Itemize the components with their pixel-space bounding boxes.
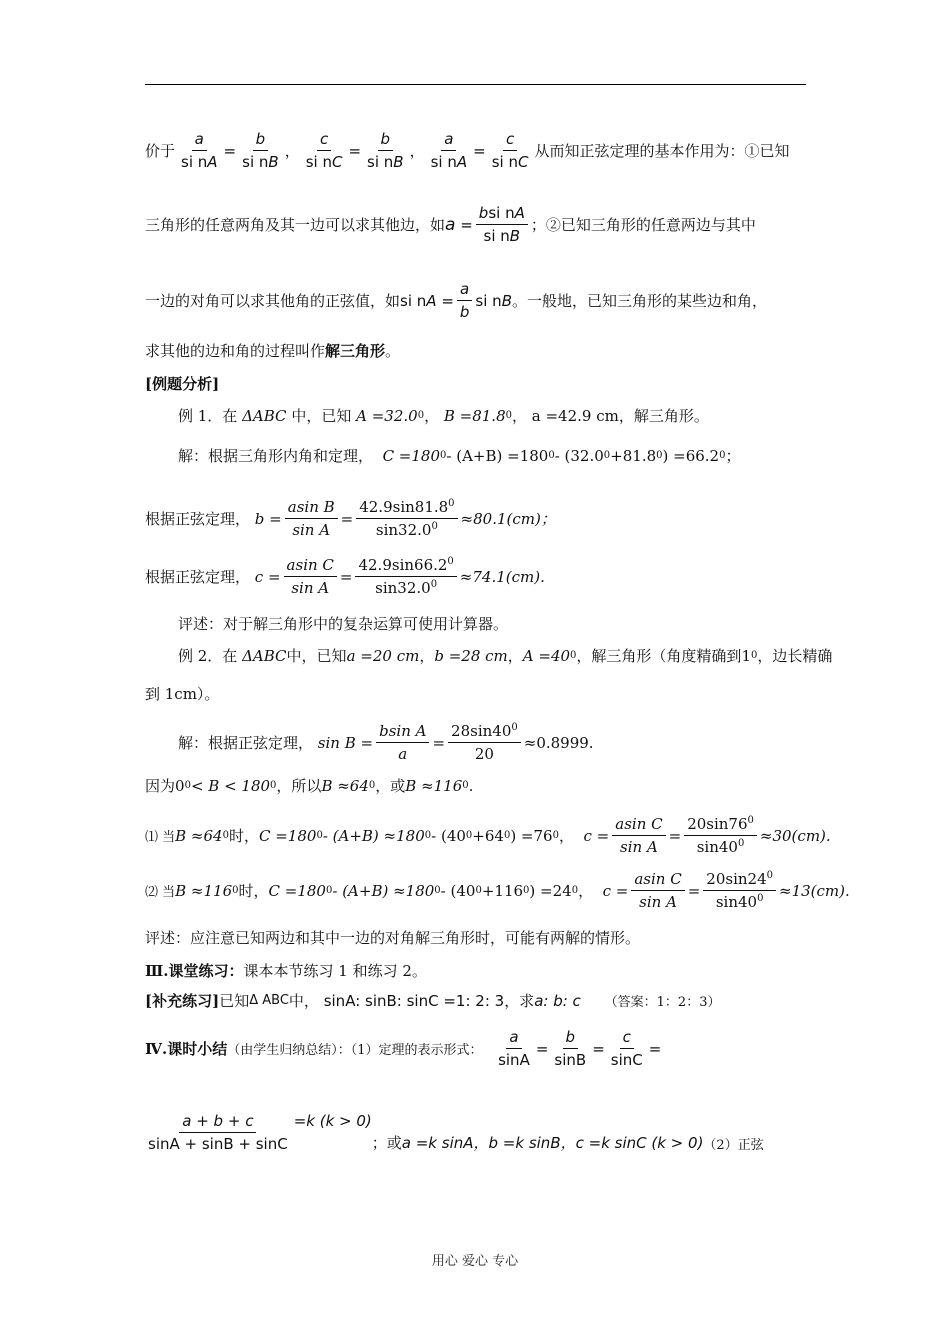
fraction: $\frac{a}{b}$ bbox=[457, 280, 473, 321]
section-4-formula bbox=[145, 1112, 764, 1153]
math: A =32.0 bbox=[356, 406, 418, 425]
example-2-comment: 评述：应注意已知两边和其中一边的对角解三角形时，可能有两解的情形。 bbox=[145, 929, 641, 947]
text: 时， bbox=[238, 882, 269, 900]
math: < B < 180 bbox=[190, 776, 271, 795]
result: ≈74.1(cm). bbox=[459, 567, 545, 586]
result: ≈0.8999. bbox=[523, 733, 594, 752]
text: 时， bbox=[228, 827, 259, 845]
text: . bbox=[468, 776, 474, 795]
text: 。一般地，已知三角形的某些边和角， bbox=[511, 292, 767, 310]
num: c bbox=[620, 1028, 634, 1049]
math: ) =66.2 bbox=[662, 446, 720, 465]
comma: ， bbox=[284, 142, 300, 160]
result: ≈80.1(cm)； bbox=[460, 510, 556, 528]
fraction bbox=[608, 1028, 646, 1069]
example-1-comment: 评述：对于解三角形中的复杂运算可使用计算器。 bbox=[178, 615, 509, 633]
den: a bbox=[398, 745, 408, 763]
eq: = bbox=[535, 1039, 549, 1058]
text: 价于 bbox=[145, 142, 176, 160]
math: a =20 cm bbox=[346, 646, 420, 665]
num: asin B bbox=[285, 498, 338, 519]
text: ；或 bbox=[371, 1134, 402, 1152]
para-line-2: 三角形的任意两角及其一边可以求其他边，如 a = $\frac{\text{bsi nA}}{\text{si nB}}$ ；②已知三角形的任意两边与其中 bbox=[145, 204, 756, 245]
den: sinA bbox=[498, 1051, 530, 1069]
num: asin C bbox=[612, 815, 665, 836]
section-title: Ⅳ.课时小结 bbox=[145, 1040, 228, 1058]
fraction bbox=[376, 722, 429, 763]
example-1-c: 根据正弦定理， c = $\frac{\text{asin C}}{\text{sin A}}$ = $\frac{42.9\sin 66.2^0}{\sin 32.0^0}$ ≈74.1(cm). bbox=[145, 556, 545, 597]
triangle: Δ ABC bbox=[249, 993, 289, 1008]
section-examples: [例题分析] bbox=[145, 375, 220, 393]
math: =k (k > 0) bbox=[293, 1112, 372, 1130]
math: sinA: sinB: sinC =1: 2: 3 bbox=[323, 991, 505, 1010]
fraction bbox=[631, 870, 684, 911]
math: +81.8 bbox=[610, 446, 657, 465]
math: C =180 bbox=[258, 826, 317, 845]
para-line-1: 价于 $\frac{a}{\text{si nA}}$ = $\frac{b}{\text{si nB}}$ ， $\frac{c}{\text{si nC}}$ = $\frac{b}{\text{si nB}}$ ， $\frac{a}{\text{si nA}}$ = $\frac{c}{\text{si nC}}$ 从而知正弦定理的基本作用为：①已知 bbox=[145, 130, 790, 171]
text: ⑴ 当 bbox=[145, 830, 176, 845]
fraction: $\frac{a}{\text{si nA}}$ bbox=[430, 130, 468, 171]
fraction bbox=[284, 556, 337, 597]
text: 根据正弦定理， bbox=[145, 510, 251, 528]
num: asin C bbox=[631, 870, 684, 891]
math: c = bbox=[254, 567, 281, 586]
text: 求其他的边和角的过程叫作 bbox=[145, 342, 326, 360]
math: - (A+B) =180 bbox=[446, 446, 549, 465]
fraction: $\frac{20\sin 24^0}{\sin 40^0}$ bbox=[703, 870, 776, 911]
para-line-3: 一边的对角可以求其他角的正弦值，如 si nA = $\frac{a}{b}$ si nB 。一般地，已知三角形的某些边和角， bbox=[145, 280, 767, 321]
label: [补充练习] bbox=[145, 992, 220, 1010]
math: 0 bbox=[175, 776, 185, 795]
den: 20 bbox=[474, 745, 494, 763]
math: - (40 bbox=[431, 826, 466, 845]
text: 解：根据三角形内角和定理， bbox=[178, 447, 374, 465]
fraction: $\frac{\text{bsi nA}}{\text{si nB}}$ bbox=[476, 204, 528, 245]
num: a + b + c bbox=[179, 1112, 256, 1133]
den: sinC bbox=[610, 1051, 643, 1069]
text: 从而知正弦定理的基本作用为：①已知 bbox=[534, 142, 790, 160]
triangle: ΔABC bbox=[242, 646, 287, 665]
text: 中，已知 bbox=[291, 407, 352, 425]
fraction: $\frac{42.9\sin 66.2^0}{\sin 32.0^0}$ bbox=[355, 556, 456, 597]
example-2-title: 例 2．在 ΔABC 中，已知 a =20 cm ， b =28 cm ， A =40 0 ，解三角形（角度精确到 1 0 ，边长精确 bbox=[178, 646, 833, 665]
den: sin A bbox=[639, 893, 677, 911]
text: （2）正弦 bbox=[703, 1138, 764, 1153]
example-2-because: 因为 0 0 < B < 180 0 ，所以 B ≈64 0 ，或 B ≈116 0 . bbox=[145, 776, 474, 795]
math: +116 bbox=[481, 881, 524, 900]
den: sin32.0 bbox=[375, 579, 431, 597]
text: ，解三角形（角度精确到 bbox=[576, 647, 742, 665]
num: a bbox=[506, 1028, 521, 1049]
math: B ≈64 bbox=[321, 776, 369, 795]
text: 三角形的任意两角及其一边可以求其他边，如 bbox=[145, 216, 446, 234]
math: a =k sinA，b =k sinB，c =k sinC (k > 0) bbox=[401, 1134, 704, 1152]
text: ，求 bbox=[504, 992, 535, 1010]
num: bsin A bbox=[376, 722, 429, 743]
math: ) =24 bbox=[529, 881, 572, 900]
math: b =28 cm bbox=[434, 646, 508, 665]
math: B ≈64 bbox=[175, 826, 223, 845]
example-2-solution: 解：根据正弦定理， sin B = $\frac{\text{bsin A}}{a}$ = $\frac{28\sin 40^0}{20}$ ≈0.8999. bbox=[178, 722, 594, 763]
section-3 bbox=[145, 960, 427, 981]
text: 已知 bbox=[219, 992, 250, 1010]
text: ⑵ 当 bbox=[145, 885, 176, 900]
section-4 bbox=[145, 1028, 661, 1069]
text: ，所以 bbox=[276, 777, 322, 795]
para-line-4 bbox=[145, 340, 400, 361]
math: b = bbox=[254, 509, 282, 528]
math: sin B = bbox=[317, 733, 374, 752]
result: ≈13(cm). bbox=[779, 881, 850, 900]
num: 20sin76 bbox=[687, 815, 748, 833]
math: - (40 bbox=[440, 881, 476, 900]
fraction: $\frac{28\sin 40^0}{20}$ bbox=[448, 722, 521, 763]
text: 中，已知 bbox=[286, 647, 347, 665]
comma: ， bbox=[409, 142, 425, 160]
example-2-case-2: ⑵ 当 B ≈116 0 时， C =180 0 - (A+B) ≈180 0 - (40 0 +116 0 ) =24 0 ， c = $\frac{\text{asin C}}{\text{sin A}}$ = $\frac{20\sin 24^0}{\sin 40^0}$ ≈13(cm). bbox=[145, 870, 850, 911]
example-2-case-1: ⑴ 当 B ≈64 0 时， C =180 0 - (A+B) ≈180 0 - (40 0 +64 0 ) =76 0 ， c = $\frac{\text{asin C}}{\text{sin A}}$ = $\frac{20\sin 76^0}{\sin 40^0}$ ≈30(cm). bbox=[145, 815, 831, 856]
fraction bbox=[285, 498, 338, 539]
fraction bbox=[495, 1028, 533, 1069]
fraction: $\frac{c}{\text{si nC}}$ bbox=[491, 130, 529, 171]
math: ) =76 bbox=[510, 826, 553, 845]
fraction: $\frac{20\sin 76^0}{\sin 40^0}$ bbox=[684, 815, 757, 856]
example-2-line2: 到 1cm）。 bbox=[145, 685, 220, 703]
text: ；②已知三角形的任意两边与其中 bbox=[530, 216, 756, 234]
text: 解：根据正弦定理， bbox=[178, 734, 314, 752]
math: c = bbox=[583, 826, 610, 845]
math: a: b: c bbox=[534, 991, 581, 1010]
text: ，解三角形。 bbox=[618, 407, 709, 425]
num: 42.9sin81.8 bbox=[359, 498, 449, 516]
den: sinB bbox=[554, 1051, 587, 1069]
math: a =42.9 cm bbox=[531, 406, 619, 425]
fraction: $\frac{b}{\text{si nB}}$ bbox=[367, 130, 404, 171]
section-title: Ⅲ.课堂练习： bbox=[145, 962, 244, 980]
num: 28sin40 bbox=[451, 722, 512, 740]
num: b bbox=[563, 1028, 579, 1049]
text: 例 1．在 bbox=[178, 407, 238, 425]
num: asin C bbox=[284, 556, 337, 577]
fraction: $\frac{b}{\text{si nB}}$ bbox=[242, 130, 279, 171]
math: c = bbox=[602, 881, 629, 900]
num: 42.9sin66.2 bbox=[358, 556, 448, 574]
math: B =81.8 bbox=[443, 406, 506, 425]
header-rule bbox=[145, 84, 806, 85]
supplementary bbox=[145, 990, 720, 1011]
text: 一边的对角可以求其他角的正弦值，如 bbox=[145, 292, 401, 310]
fraction: $\frac{c}{\text{si nC}}$ bbox=[305, 130, 343, 171]
example-1-b: 根据正弦定理， b = $\frac{\text{asin B}}{\text{sin A}}$ = $\frac{42.9\sin 81.8^0}{\sin 32.0^0}$ ≈80.1(cm)； bbox=[145, 498, 556, 539]
den: sin32.0 bbox=[375, 521, 432, 539]
den: sin40 bbox=[715, 893, 758, 911]
bold-term: 解三角形 bbox=[325, 342, 386, 360]
text: 中， bbox=[288, 992, 319, 1010]
math: - (A+B) ≈180 bbox=[332, 881, 435, 900]
text: 因为 bbox=[145, 777, 176, 795]
math: +64 bbox=[472, 826, 504, 845]
text: 。 bbox=[385, 342, 401, 360]
den: sin A bbox=[620, 838, 658, 856]
math: - (A+B) ≈180 bbox=[322, 826, 425, 845]
math: C =180 bbox=[268, 881, 326, 900]
math: - (32.0 bbox=[554, 446, 604, 465]
math: B ≈116 bbox=[175, 881, 233, 900]
num: 20sin24 bbox=[706, 870, 767, 888]
example-1-title: 例 1．在 ΔABC 中，已知 A =32.0 0 ， B =81.8 0 ， a =42.9 cm ，解三角形。 bbox=[178, 406, 709, 425]
math: B ≈116 bbox=[405, 776, 463, 795]
den: sinA + sinB + sinC bbox=[148, 1135, 288, 1153]
text: ； bbox=[725, 447, 741, 465]
fraction bbox=[551, 1028, 589, 1069]
text: ，边长精确 bbox=[757, 647, 833, 665]
text: ，或 bbox=[375, 777, 406, 795]
fraction: $\frac{42.9\sin 81.8^0}{\sin 32.0^0}$ bbox=[356, 498, 457, 539]
text: 例 2．在 bbox=[178, 647, 238, 665]
text: 课本本节练习 1 和练习 2。 bbox=[243, 962, 427, 980]
text: （由学生归纳总结）：（1）定理的表示形式： bbox=[227, 1043, 483, 1058]
fraction: $\frac{a}{\text{si nA}}$ bbox=[181, 130, 218, 171]
den: sin A bbox=[292, 521, 331, 539]
example-1-solution: 解：根据三角形内角和定理， C =180 0 - (A+B) =180 0 - (32.0 0 +81.8 0 ) =66.2 0 ； bbox=[178, 446, 741, 465]
result: ≈30(cm). bbox=[759, 826, 831, 845]
math: C =180 bbox=[382, 446, 441, 465]
math: A =40 bbox=[522, 646, 571, 665]
den: sin A bbox=[291, 579, 330, 597]
fraction bbox=[145, 1112, 291, 1153]
fraction bbox=[612, 815, 665, 856]
eq: = bbox=[648, 1039, 662, 1058]
page-footer: 用心 爱心 专心 bbox=[431, 1254, 519, 1269]
text: 根据正弦定理， bbox=[145, 568, 251, 586]
triangle: ΔABC bbox=[242, 406, 287, 425]
eq: = bbox=[592, 1039, 605, 1058]
den: sin40 bbox=[696, 838, 738, 856]
answer: （答案：1：2：3） bbox=[604, 995, 721, 1010]
